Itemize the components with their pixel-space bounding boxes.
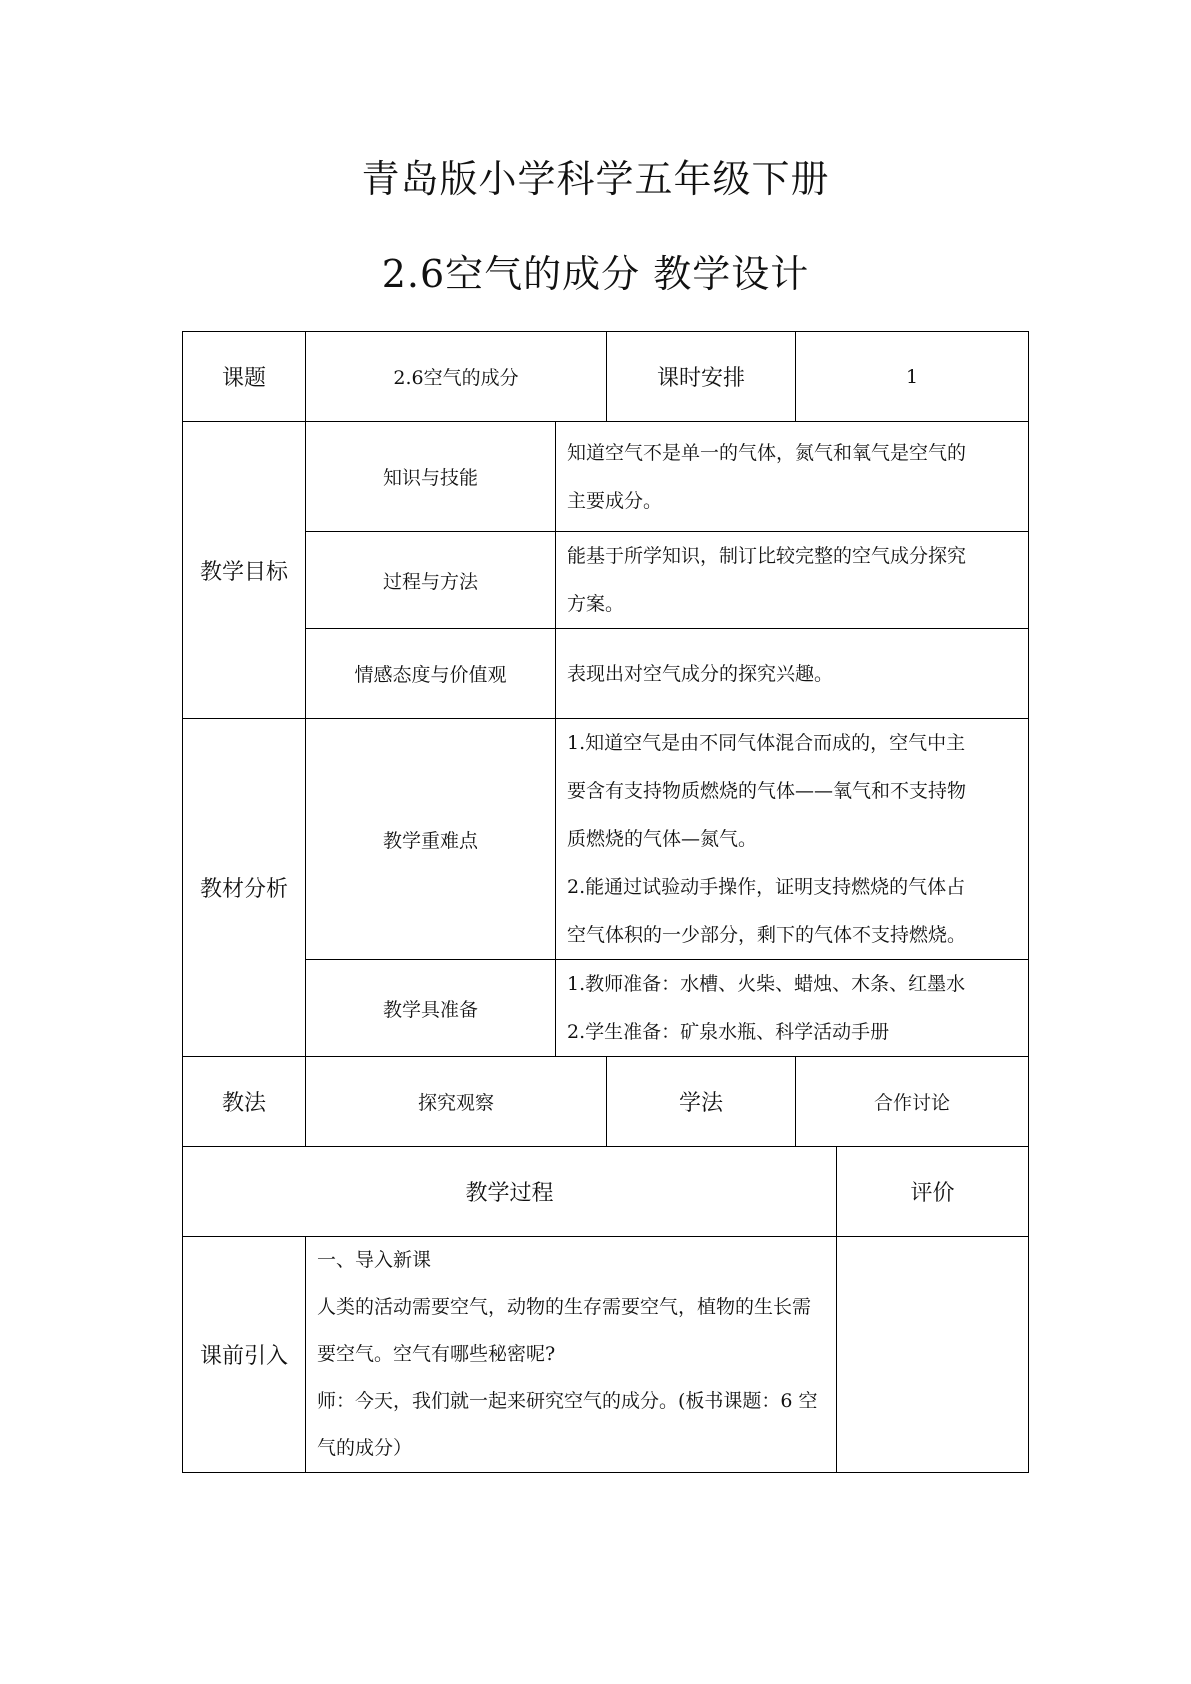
intro-content-cell <box>306 1237 837 1473</box>
document-subtitle: 2.6空气的成分 教学设计 <box>381 252 810 296</box>
goal-text-line: 表现出对空气成分的探究兴趣。 <box>567 662 834 685</box>
analysis-content-cell <box>556 960 1029 1057</box>
analysis-text-line: 要含有支持物质燃烧的气体——氧气和不支持物 <box>567 780 967 802</box>
process-header-cell: 教学过程 <box>183 1147 837 1237</box>
intro-label-cell: 课前引入 <box>183 1237 306 1473</box>
teaching-method-value-cell: 探究观察 <box>306 1057 607 1147</box>
learning-method-value-cell: 合作讨论 <box>796 1057 1029 1147</box>
goal-text-line: 方案。 <box>567 593 625 615</box>
intro-text-line: 要空气。空气有哪些秘密呢? <box>317 1343 556 1365</box>
analysis-name-cell: 教学重难点 <box>306 719 556 960</box>
analysis-label-cell: 教材分析 <box>183 719 306 1057</box>
goal-name-cell: 情感态度与价值观 <box>306 629 556 719</box>
goal-text-line: 主要成分。 <box>567 489 663 512</box>
document-title: 青岛版小学科学五年级下册 <box>361 157 830 201</box>
goal-content-cell <box>556 422 1029 532</box>
analysis-text-line: 1.知道空气是由不同气体混合而成的，空气中主 <box>567 732 966 754</box>
intro-text-line: 一、导入新课 <box>317 1249 432 1271</box>
analysis-text-line: 2.能通过试验动手操作，证明支持燃烧的气体占 <box>567 876 966 898</box>
analysis-text-line: 2.学生准备：矿泉水瓶、科学活动手册 <box>567 1021 890 1043</box>
goal-content-cell <box>556 629 1029 719</box>
intro-text-line: 气的成分） <box>317 1437 413 1459</box>
goal-text-line: 知道空气不是单一的气体，氮气和氧气是空气的 <box>567 441 967 464</box>
analysis-content-cell <box>556 719 1029 960</box>
analysis-text-line: 空气体积的一少部分，剩下的气体不支持燃烧。 <box>567 924 967 946</box>
lesson-plan-table <box>182 331 1029 1473</box>
teaching-method-label-cell: 教法 <box>183 1057 306 1147</box>
evaluation-header-cell: 评价 <box>837 1147 1029 1237</box>
analysis-name-cell: 教学具准备 <box>306 960 556 1057</box>
learning-method-label-cell: 学法 <box>607 1057 796 1147</box>
topic-value-cell: 2.6空气的成分 <box>306 332 607 422</box>
intro-text-line: 师：今天，我们就一起来研究空气的成分。(板书课题：6 空 <box>317 1390 818 1412</box>
goal-name-cell: 过程与方法 <box>306 532 556 629</box>
hours-label-cell: 课时安排 <box>607 332 796 422</box>
intro-text-line: 人类的活动需要空气，动物的生存需要空气，植物的生长需 <box>317 1296 812 1318</box>
analysis-text-line: 1.教师准备：水槽、火柴、蜡烛、木条、红墨水 <box>567 973 966 995</box>
goal-content-cell <box>556 532 1029 629</box>
topic-label-cell: 课题 <box>183 332 306 422</box>
hours-value-cell: 1 <box>796 332 1029 422</box>
intro-evaluation-cell <box>837 1237 1029 1473</box>
analysis-text-line: 质燃烧的气体—氮气。 <box>567 828 758 850</box>
goals-label-cell: 教学目标 <box>183 422 306 719</box>
goal-text-line: 能基于所学知识，制订比较完整的空气成分探究 <box>567 545 967 567</box>
goal-name-cell: 知识与技能 <box>306 422 556 532</box>
